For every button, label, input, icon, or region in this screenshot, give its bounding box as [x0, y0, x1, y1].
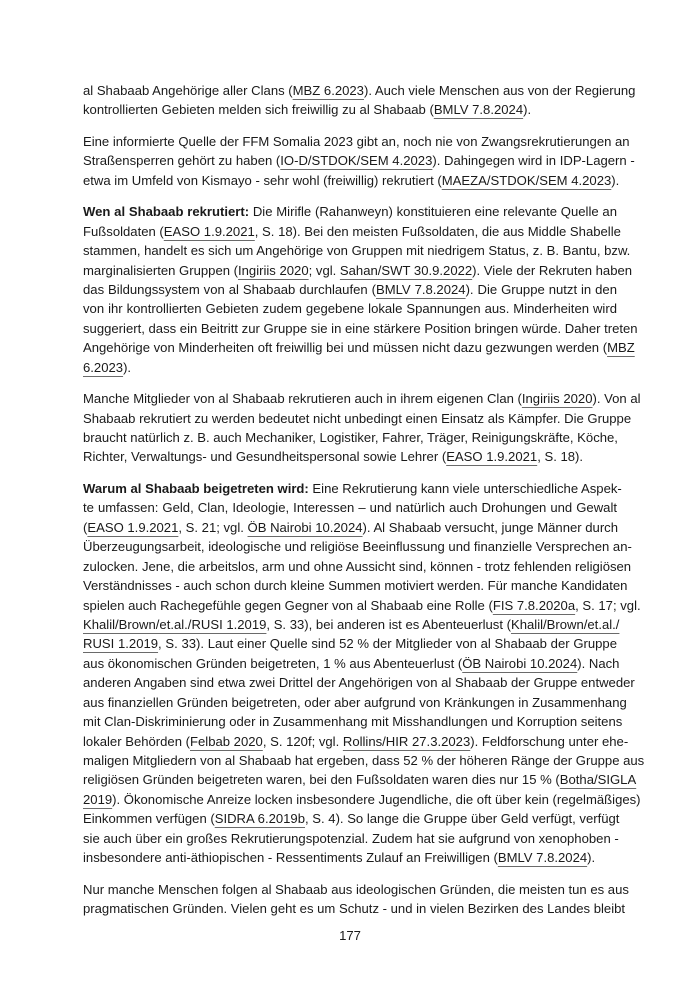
- text: lokaler Behörden (: [83, 733, 190, 749]
- citation-link[interactable]: MBZ: [607, 340, 635, 356]
- text: das Bildungssystem von al Shabaab durchlaufen (: [83, 281, 376, 297]
- text-line: [83, 447, 617, 466]
- citation-link[interactable]: Felbab 2020: [190, 733, 263, 749]
- text: te umfassen: Geld, Clan, Ideologie, Interessen – und natürlich auch Drohungen und Gewalt: [83, 500, 617, 516]
- text-line: [83, 537, 632, 556]
- text: ). Dahingegen wird in IDP-Lagern -: [432, 153, 635, 169]
- text: spielen auch Rachegefühle gegen Gegner von al Shabaab eine Rolle (: [83, 597, 493, 613]
- text-line: [83, 389, 641, 408]
- citation-link[interactable]: IO-D/STDOK/SEM 4.2023: [280, 153, 433, 169]
- text: Eine Rekrutierung kann viele unterschiedliche Aspek-: [308, 480, 622, 496]
- citation-link[interactable]: FIS 7.8.2020a: [492, 597, 576, 613]
- text: religiösen Gründen beigetreten waren, bei den Fußsoldaten waren dies nur 15 % (: [83, 772, 560, 788]
- text: ). Viele der Rekruten haben: [472, 262, 633, 278]
- page-number: 177: [339, 928, 361, 943]
- citation-link[interactable]: Khalil/Brown/et.al./RUSI 1.2019: [83, 616, 267, 632]
- text-line: [83, 899, 626, 918]
- text-line: [83, 732, 629, 751]
- text: , S. 18). Bei den meisten Fußsoldaten, die aus Middle Shabelle: [254, 223, 621, 239]
- citation-link[interactable]: Ingiriis 2020: [238, 262, 309, 278]
- text-line: [83, 634, 617, 653]
- text: anderen Angaben sind etwa zwei Drittel der Angehörigen von al Shabaab der Gruppe entweder: [83, 675, 635, 691]
- text-line: [83, 280, 617, 299]
- text: ).: [123, 359, 132, 375]
- text-line: [83, 409, 632, 428]
- paragraph: [83, 132, 635, 190]
- text: ). Ökonomische Anreize locken insbesondere Jugendliche, die oft über kein (regelmäßiges): [112, 791, 641, 807]
- text: aus ökonomischen Gründen beigetreten, 1 % aus Abenteuerlust (: [83, 655, 463, 671]
- citation-link[interactable]: Ingiriis 2020: [521, 391, 593, 407]
- text: ). Al Shabaab versucht, junge Männer durch: [362, 519, 619, 535]
- text: , S. 21; vgl.: [178, 519, 248, 535]
- text: sie auch über ein großes Rekrutierungspotenzial. Zudem hat sie aufgrund von xenophoben -: [83, 830, 619, 846]
- text-line: [83, 829, 617, 848]
- text: Richter, Verwaltungs- und Gesundheitspersonal sowie Lehrer (: [83, 449, 447, 465]
- text-line: [83, 596, 641, 615]
- text-line: [83, 338, 635, 357]
- paragraph: [83, 880, 629, 919]
- text: , S. 33). Laut einer Quelle sind 52 % der Mitglieder von al Shabaab der Gruppe: [158, 636, 617, 652]
- text: mit Clan-Diskriminierung oder in Zusammenhang mit Misshandlungen und Korruption seitens: [83, 714, 623, 730]
- text: marginalisierten Gruppen (: [83, 262, 239, 278]
- text-line: [83, 151, 635, 170]
- text: al Shabaab Angehörige aller Clans (: [83, 83, 293, 98]
- text: , S. 4). So lange die Gruppe über Geld verfügt, verfügt: [305, 811, 620, 827]
- citation-link[interactable]: Sahan/SWT 30.9.2022: [339, 262, 473, 278]
- citation-link[interactable]: BMLV 7.8.2024: [433, 102, 524, 118]
- text: Angehörige von Minderheiten oft freiwillig bei und müssen nicht dazu gezwungen werden (: [83, 340, 608, 356]
- text: ). Von al: [592, 391, 641, 407]
- text-line: [83, 809, 620, 828]
- text: , S. 18).: [537, 449, 584, 465]
- text: ).: [523, 102, 532, 118]
- citation-link[interactable]: Khalil/Brown/et.al./: [510, 616, 620, 632]
- text: etwa im Umfeld von Kismayo - sehr wohl (freiwillig) rekrutiert (: [83, 172, 442, 188]
- text: Manche Mitglieder von al Shabaab rekrutieren auch in ihrem eigenen Clan (: [83, 391, 522, 407]
- citation-link[interactable]: ÖB Nairobi 10.2024: [462, 655, 578, 671]
- text: , S. 17; vgl.: [575, 597, 641, 613]
- paragraph: [83, 479, 645, 868]
- section-heading: Warum al Shabaab beigetreten wird:: [83, 480, 309, 496]
- citation-link[interactable]: EASO 1.9.2021: [87, 519, 179, 535]
- text: Einkommen verfügen (: [83, 811, 215, 827]
- text: Eine informierte Quelle der FFM Somalia 2023 gibt an, noch nie von Zwangsrekrutierungen an: [83, 133, 630, 149]
- citation-link[interactable]: 6.2023: [83, 359, 124, 375]
- text-line: [83, 81, 636, 100]
- citation-link[interactable]: MAEZA/STDOK/SEM 4.2023: [441, 172, 612, 188]
- text-line: [83, 319, 638, 338]
- text-line: [83, 673, 635, 692]
- text-line: [83, 299, 617, 318]
- text: ).: [587, 850, 596, 866]
- citation-link[interactable]: EASO 1.9.2021: [163, 223, 255, 239]
- text: Die Mirifle (Rahanweyn) konstituieren eine relevante Quelle an: [249, 204, 617, 220]
- citation-link[interactable]: RUSI 1.2019: [83, 636, 159, 652]
- text: , S. 120f; vgl.: [262, 733, 343, 749]
- text: ).: [611, 172, 620, 188]
- text-line: [83, 358, 617, 377]
- text-line: [83, 712, 623, 731]
- text-line: [83, 479, 622, 498]
- text-line: [83, 241, 631, 260]
- paragraph: [83, 81, 636, 120]
- text-line: [83, 261, 633, 280]
- text: ). Feldforschung unter ehe-: [470, 733, 629, 749]
- text-line: [83, 751, 645, 770]
- text: pragmatischen Gründen. Vielen geht es um Schutz - und in vielen Bezirken des Landes bleibt: [83, 901, 626, 917]
- citation-link[interactable]: MBZ 6.2023: [292, 83, 364, 98]
- text-line: [83, 576, 628, 595]
- text-line: [83, 100, 617, 119]
- text-line: [83, 615, 620, 634]
- document-page-body: [83, 81, 645, 931]
- text: , S. 33), bei anderen ist es Abenteuerlust (: [266, 616, 511, 632]
- text: Shabaab rekrutiert zu werden bedeutet nicht unbedingt einen Einsatz als Kämpfer. Die Gruppe: [83, 410, 632, 426]
- text: Verständnisses - auch schon durch kleine Summen motiviert werden. Für manche Kandidaten: [83, 578, 628, 594]
- text: ). Nach: [577, 655, 620, 671]
- text: aus finanziellen Gründen beigetreten, oder aber aufgrund von Kränkungen in Zusammenhang: [83, 694, 627, 710]
- section-heading: Wen al Shabaab rekrutiert:: [83, 204, 250, 220]
- paragraph: [83, 202, 638, 377]
- text: zulocken. Jene, die arbeitslos, arm und ohne Aussicht sind, können - trotz fehlenden religiösen: [83, 558, 632, 574]
- citation-link[interactable]: Rollins/HIR 27.3.2023: [342, 733, 471, 749]
- text-line: [83, 790, 641, 809]
- text-line: [83, 498, 617, 517]
- text: Nur manche Menschen folgen al Shabaab aus ideologischen Gründen, die meisten tun es aus: [83, 881, 629, 897]
- text: von ihr kontrollierten Gebieten zudem gegebene lokale Spannungen aus. Minderheiten wird: [83, 301, 617, 317]
- text: braucht natürlich z. B. auch Mechaniker, Logistiker, Fahrer, Träger, Reinigungskräfte, Köche,: [83, 430, 618, 445]
- citation-link[interactable]: SIDRA 6.2019b: [214, 811, 305, 827]
- text-line: [83, 428, 617, 447]
- text: (: [83, 519, 88, 535]
- text-line: [83, 848, 617, 867]
- text: ; vgl.: [308, 262, 340, 278]
- text-line: [83, 132, 630, 151]
- citation-link[interactable]: BMLV 7.8.2024: [497, 850, 588, 866]
- text: kontrollierten Gebieten melden sich freiwillig zu al Shabaab (: [83, 102, 434, 118]
- text: stammen, handelt es sich um Angehörige von Gruppen mit niedrigem Status, z. B. Bantu, bzw.: [83, 243, 631, 259]
- citation-link[interactable]: EASO 1.9.2021: [446, 449, 538, 465]
- text-line: [83, 693, 627, 712]
- text-line: [83, 171, 620, 190]
- text: suggeriert, dass ein Beitritt zur Gruppe sie in eine stärkere Position bringen würde. Daher treten: [83, 320, 638, 336]
- text: maligen Mitgliedern von al Shabaab hat ergeben, dass 52 % der höheren Ränge der Gruppe aus: [83, 753, 645, 768]
- text-line: [83, 770, 637, 789]
- text: ). Auch viele Menschen aus von der Regierung: [363, 83, 636, 98]
- paragraph: [83, 389, 641, 467]
- citation-link[interactable]: ÖB Nairobi 10.2024: [247, 519, 363, 535]
- text-line: [83, 557, 632, 576]
- text-line: [83, 202, 617, 221]
- text: insbesondere anti-äthiopischen - Ressentiments Zulauf an Freiwilligen (: [83, 850, 498, 866]
- text-line: [83, 518, 617, 537]
- text: ). Die Gruppe nutzt in den: [465, 281, 617, 297]
- text-line: [83, 654, 620, 673]
- text-line: [83, 222, 621, 241]
- text-line: [83, 880, 629, 899]
- text: Straßensperren gehört zu haben (: [83, 153, 281, 169]
- citation-link[interactable]: 2019: [83, 791, 113, 807]
- text: Fußsoldaten (: [83, 223, 164, 239]
- citation-link[interactable]: Botha/SIGLA: [559, 772, 637, 788]
- text: Überzeugungsarbeit, ideologische und religiöse Beeinflussung und finanzielle Versprechen an-: [83, 539, 632, 555]
- citation-link[interactable]: BMLV 7.8.2024: [375, 281, 466, 297]
